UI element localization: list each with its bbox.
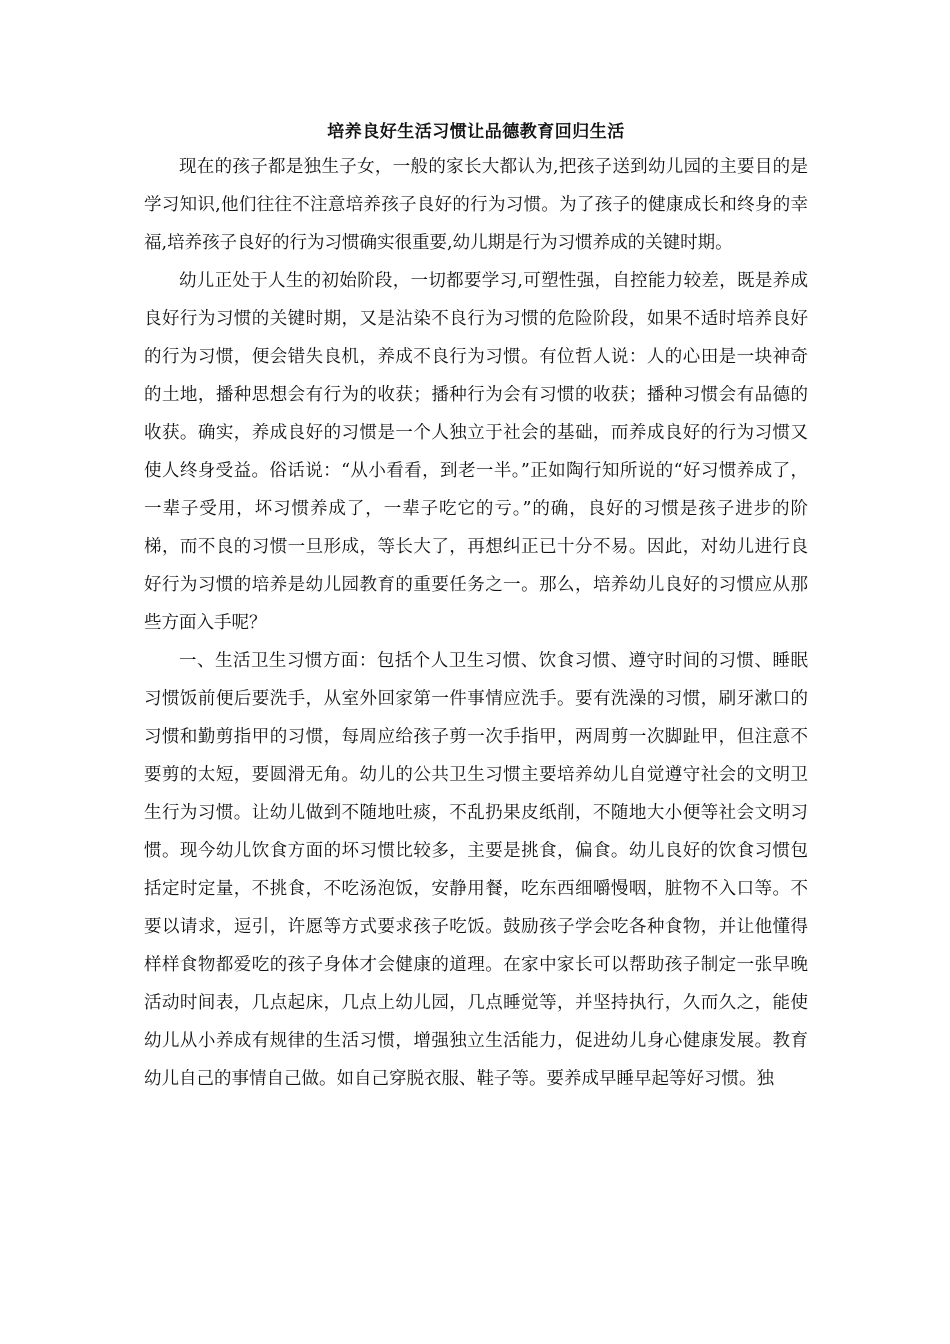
paragraph-critical-period: 幼儿正处于人生的初始阶段，一切都要学习,可塑性强，自控能力较差，既是养成良好行为习惯的关键时期，又是沾染不良行为习惯的危险阶段，如果不适时培养良好的行为习惯，便会错失良机，养成不良行为习惯。有位哲人说：人的心田是一块神奇的土地，播种思想会有行为的收获；播种行为会有习惯的收获；播种习惯会有品德的收获。确实，养成良好的习惯是一个人独立于社会的基础，而养成良好的行为习惯又使人终身受益。俗话说：“从小看看，到老一半。”正如陶行知所说的“好习惯养成了，一辈子受用，坏习惯养成了，一辈子吃它的亏。”的确，良好的习惯是孩子进步的阶梯，而不良的习惯一旦形成，等长大了，再想纠正已十分不易。因此，对幼儿进行良好行为习惯的培养是幼儿园教育的重要任务之一。那么，培养幼儿良好的习惯应从那些方面入手呢？ [144, 271, 808, 633]
paragraph-intro: 现在的孩子都是独生子女，一般的家长大都认为,把孩子送到幼儿园的主要目的是学习知识,他们往往不注意培养孩子良好的行为习惯。为了孩子的健康成长和终身的幸福,培养孩子良好的行为习惯确实很重要,幼儿期是行为习惯养成的关键时期。 [144, 157, 808, 253]
paragraph-hygiene-habits: 一、生活卫生习惯方面：包括个人卫生习惯、饮食习惯、遵守时间的习惯、睡眠习惯饭前便后要洗手，从室外回家第一件事情应洗手。要有洗澡的习惯，刷牙漱口的习惯和勤剪指甲的习惯，每周应给孩子剪一次手指甲，两周剪一次脚趾甲，但注意不要剪的太短，要圆滑无角。幼儿的公共卫生习惯主要培养幼儿自觉遵守社会的文明卫生行为习惯。让幼儿做到不随地吐痰，不乱扔果皮纸削，不随地大小便等社会文明习惯。现今幼儿饮食方面的坏习惯比较多，主要是挑食，偏食。幼儿良好的饮食习惯包括定时定量，不挑食，不吃汤泡饭，安静用餐，吃东西细嚼慢咽，脏物不入口等。不要以请求，逗引，许愿等方式要求孩子吃饭。鼓励孩子学会吃各种食物，并让他懂得样样食物都爱吃的孩子身体才会健康的道理。在家中家长可以帮助孩子制定一张早晚活动时间表，几点起床，几点上幼儿园，几点睡觉等，并坚持执行，久而久之，能使幼儿从小养成有规律的生活习惯，增强独立生活能力，促进幼儿身心健康发展。教育幼儿自己的事情自己做。如自己穿脱衣服、鞋子等。要养成早睡早起等好习惯。独 [144, 651, 808, 1089]
document-page [144, 120, 808, 1098]
document-title: 培养良好生活习惯让品德教育回归生活 [327, 122, 625, 142]
